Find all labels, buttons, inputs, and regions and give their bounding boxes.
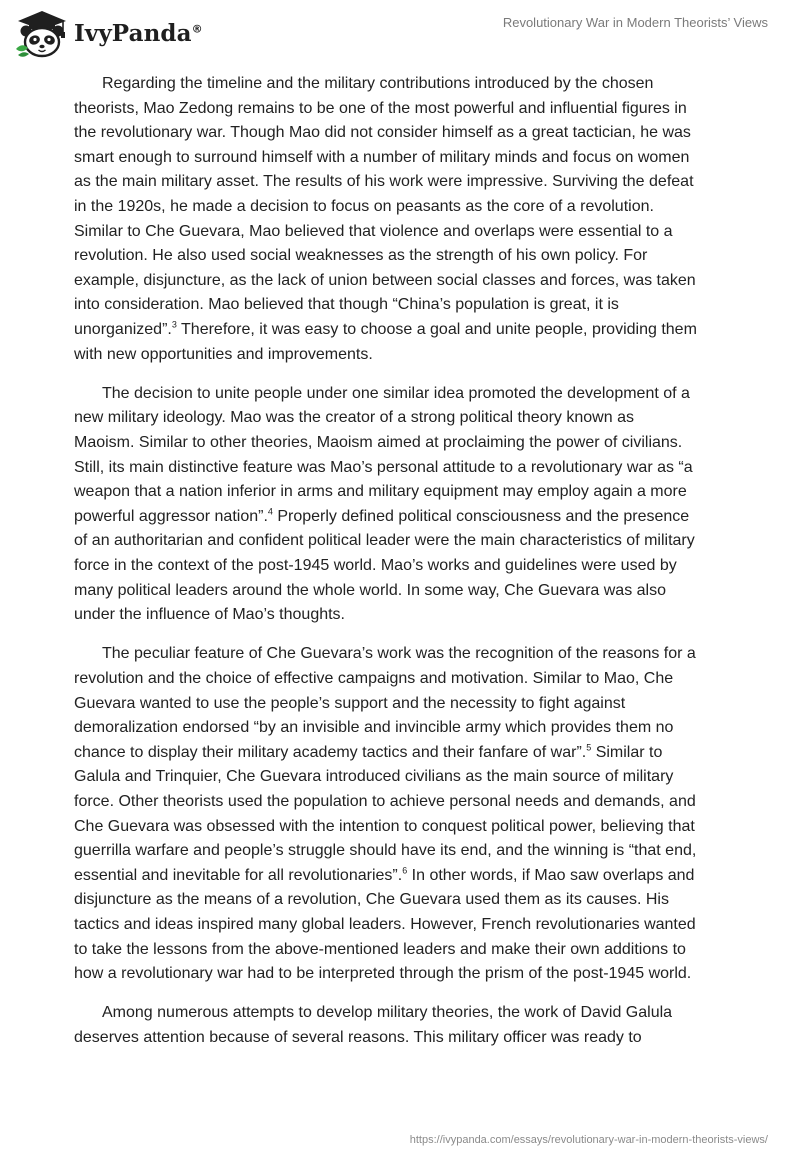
- text-run: Therefore, it was easy to choose a goal and unite people, providing them with new opportunities and improvements.: [74, 320, 697, 363]
- source-url[interactable]: https://ivypanda.com/essays/revolutionary-war-in-modern-theorists-views/: [409, 1134, 768, 1146]
- footnote-ref-3[interactable]: 3: [171, 319, 177, 330]
- document-title: Revolutionary War in Modern Theorists’ Views: [502, 15, 768, 30]
- text-run: Properly defined political consciousness and the presence of an authoritarian and confident political leader were the main characteristics of military force in the context of the post-1945 world. Mao’s works and guidelines were used by many political leaders around the whole world. In some way, Che Guevara was also under the influence of Mao’s thoughts.: [74, 507, 695, 624]
- registered-mark: ®: [191, 21, 203, 35]
- paragraph-maoism: [74, 382, 728, 628]
- ivypanda-logo[interactable]: [14, 8, 203, 58]
- brand-name: IvyPanda®: [74, 19, 203, 47]
- paragraph-mao-zedong: [74, 72, 728, 367]
- text-run: Similar to Galula and Trinquier, Che Guevara introduced civilians as the main source of military force. Other theorists used the population to achieve personal needs and demands, and Che Guevara was obsessed with the intention to conquest political power, believing that guerrilla warfare and people’s struggle should have its end, and the winning is “that end, essential and inevitable for all revolutionaries”.: [74, 743, 697, 884]
- text-run: The decision to unite people under one similar idea promoted the development of a new military ideology. Mao was the creator of a strong political theory known as Maoism. Similar to other theories, Maoism aimed at proclaiming the power of civilians. Still, its main distinctive feature was Mao’s personal attitude to a revolutionary war as “a weapon that a nation inferior in arms and military equipment may employ again a more powerful aggressor nation”.: [74, 384, 693, 525]
- footnote-ref-4[interactable]: 4: [267, 506, 273, 517]
- footnote-ref-6[interactable]: 6: [402, 865, 408, 876]
- page-header: [0, 0, 800, 64]
- text-run: Among numerous attempts to develop military theories, the work of David Galula deserves attention because of several reasons. This military officer was ready to: [74, 1004, 673, 1047]
- panda-graduate-icon: [14, 8, 70, 58]
- paragraph-david-galula: [74, 1001, 728, 1050]
- essay-body: [74, 72, 728, 1065]
- paragraph-che-guevara: [74, 642, 728, 986]
- text-run: The peculiar feature of Che Guevara’s work was the recognition of the reasons for a revolution and the choice of effective campaigns and motivation. Similar to Mao, Che Guevara wanted to use the people’s support and the necessity to fight against demoralization endorsed “by an invisible and invincible army which provides them no chance to display their military academy tactics and their fanfare of war”.: [74, 645, 696, 761]
- text-run: Regarding the timeline and the military contributions introduced by the chosen theorists, Mao Zedong remains to be one of the most powerful and influential figures in the revolutionary war. Though Mao did not consider himself as a great tactician, he was smart enough to surround himself with a number of military minds and focus on women as the main military asset. The results of his work were impressive. Surviving the defeat in the 1920s, he made a decision to focus on peasants as the core of a revolution. Similar to Che Guevara, Mao believed that violence and overlaps were essential to a revolution. He also used social weaknesses as the strength of his own policy. For example, disjuncture, as the lack of union between social classes and forces, was taken into consideration. Mao believed that though “China’s population is great, it is unorganized”.: [74, 75, 696, 338]
- footnote-ref-5[interactable]: 5: [586, 742, 592, 753]
- text-run: In other words, if Mao saw overlaps and disjuncture as the means of a revolution, Che Guevara used them as its causes. His tactics and ideas inspired many global leaders. However, French revolutionaries wanted to take the lessons from the above-mentioned leaders and make their own additions to how a revolutionary war had to be interpreted through the prism of the post-1945 world.: [74, 866, 696, 983]
